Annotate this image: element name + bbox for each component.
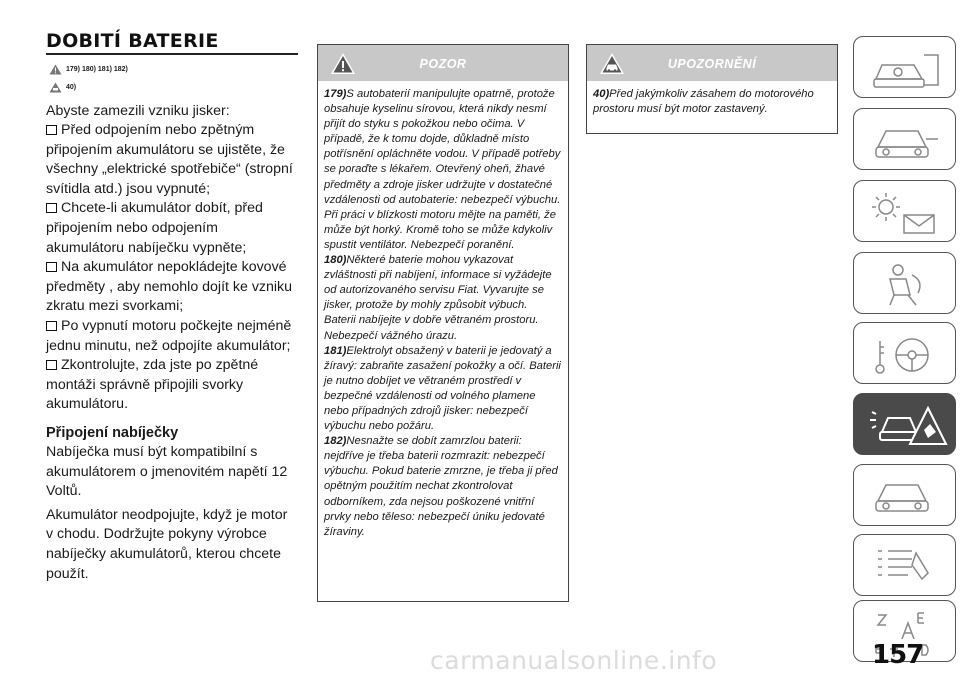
bullet-item: Zkontrolujte, zda jste po zpětné montáži správně připojili svorky akumulátoru. (46, 357, 259, 413)
title-rule (46, 53, 298, 55)
chapter-tab-safety[interactable] (853, 252, 956, 314)
car-warning-triangle-icon (868, 402, 948, 450)
notice-box-content (587, 81, 837, 123)
key-steering-wheel-icon (868, 331, 943, 379)
notice-item: 40)Před jakýmkoliv zásahem do motorového prostoru musí být motor zastavený. (593, 88, 814, 116)
bullet-item: Po vypnutí motoru počkejte nejméně jednu minutu, než odpojíte akumulátor; (46, 318, 292, 354)
car-notice-icon (49, 82, 62, 93)
notice-box-title: UPOZORNĚNÍ (667, 57, 757, 71)
page-title: DOBITÍ BATERIE (46, 30, 219, 52)
checkbox-bullet-icon (46, 125, 57, 135)
chapter-tab-dashboard[interactable] (853, 36, 956, 98)
checkbox-bullet-icon (46, 262, 57, 272)
warning-box (317, 44, 569, 602)
watermark: carmanualsonline.info (430, 646, 718, 675)
main-text-column (46, 0, 298, 584)
warning-reference (49, 63, 298, 77)
checkbox-bullet-icon (46, 203, 57, 213)
warning-box-title: POZOR (419, 57, 467, 71)
notice-reference-text: 40) (66, 84, 77, 91)
checkbox-bullet-icon (46, 321, 57, 331)
car-dashboard-icon (868, 45, 943, 93)
page-number: 157 (872, 640, 924, 670)
section-subheading: Připojení nabíječky (46, 425, 179, 441)
warning-item: 179)S autobaterií manipulujte opatrně, protože obsahuje kyselinu sírovou, která nikdy nesmí přijít do styku s pokožkou nebo očima. V případě, že k tomu dojde, důkladně místo potřísnění opláchněte vodou. V případě potřeby se poraďte s lékařem. Otevřený oheň, žhavé předměty a zdroje jisker udržujte v dostatečné vzdálenosti od autobaterie: nebezpečí výbuchu. Při práci v blízkosti motoru mějte na paměti, že může být horký. Kromě toho se může kdykoliv spustit ventilátor. Nebezpečí poranění. (324, 88, 561, 251)
car-front-icon (868, 117, 943, 165)
chapter-sidebar (853, 0, 960, 678)
warning-item: 180)Některé baterie mohou vykazovat zvláštnosti při nabíjení, informace si vyžádejte od autorizovaného servisu Fiat. Vyvarujte se jisker, protože by mohly způsobit výbuch. Baterii nabíjejte v dobře větraném prostoru. Nebezpečí vážného úrazu. (324, 254, 552, 342)
intro-text: Abyste zamezili vzniku jisker: (46, 102, 230, 119)
warning-box-header (318, 45, 568, 81)
lights-message-icon (868, 189, 943, 237)
airbag-seat-icon (868, 261, 943, 309)
chapter-tab-emergency[interactable] (853, 393, 956, 455)
notice-reference (49, 81, 298, 95)
chapter-tab-vehicle[interactable] (853, 108, 956, 170)
chapter-tab-starting[interactable] (853, 322, 956, 384)
chapter-tab-lights[interactable] (853, 180, 956, 242)
checkbox-bullet-icon (46, 360, 57, 370)
notice-box (586, 44, 838, 134)
warning-item: 181)Elektrolyt obsažený v baterii je jedovatý a žíravý: zabraňte zasažení pokožky a očí. Baterii je nutno dobíjet ve větraném prostředí v bezpečné vzdálenosti od volného plamene nebo případných zdrojů jisker: nebezpečí výbuchu nebo požáru. (324, 344, 561, 433)
warning-box-content (318, 81, 568, 546)
warning-item: 182)Nesnažte se dobít zamrzlou baterii: nejdříve je třeba baterii rozmrazit: nebezpečí výbuchu. Pokud baterie zmrzne, je třeba ji před opětným použitím nechat zkontrolovat odborníkem, zda nejsou poškozené vnitřní prvky nebo těleso: nebezpečí úniku jedovaté žíraviny. (324, 435, 558, 538)
paragraph: Nabíječka musí být kompatibilní s akumulátorem o jmenovitém napětí 12 Voltů. (46, 444, 288, 500)
bullet-item: Před odpojením nebo zpětným připojením akumulátoru se ujistěte, že všechny „elektrické spotřebiče“ (stropní svítidla atd.) jsou vypnuté; (46, 122, 293, 197)
specs-list-icon (868, 543, 943, 591)
bullet-item: Chcete-li akumulátor dobít, před připojením nebo odpojením akumulátoru nabíječku vypněte; (46, 200, 263, 256)
chapter-tab-technical-data[interactable] (853, 534, 956, 596)
paragraph: Akumulátor neodpojujte, když je motor v chodu. Dodržujte pokyny výrobce nabíječky akumulátorů, kterou chcete použít. (46, 506, 288, 582)
bullet-item: Na akumulátor nepokládejte kovové předměty , aby nemohlo dojít ke vzniku zkratu mezi svorkami; (46, 259, 293, 315)
car-service-icon (868, 473, 943, 521)
chapter-tab-maintenance[interactable] (853, 464, 956, 526)
warning-triangle-icon (49, 64, 62, 75)
notice-box-header (587, 45, 837, 81)
warning-reference-text: 179) 180) 181) 182) (66, 66, 128, 73)
